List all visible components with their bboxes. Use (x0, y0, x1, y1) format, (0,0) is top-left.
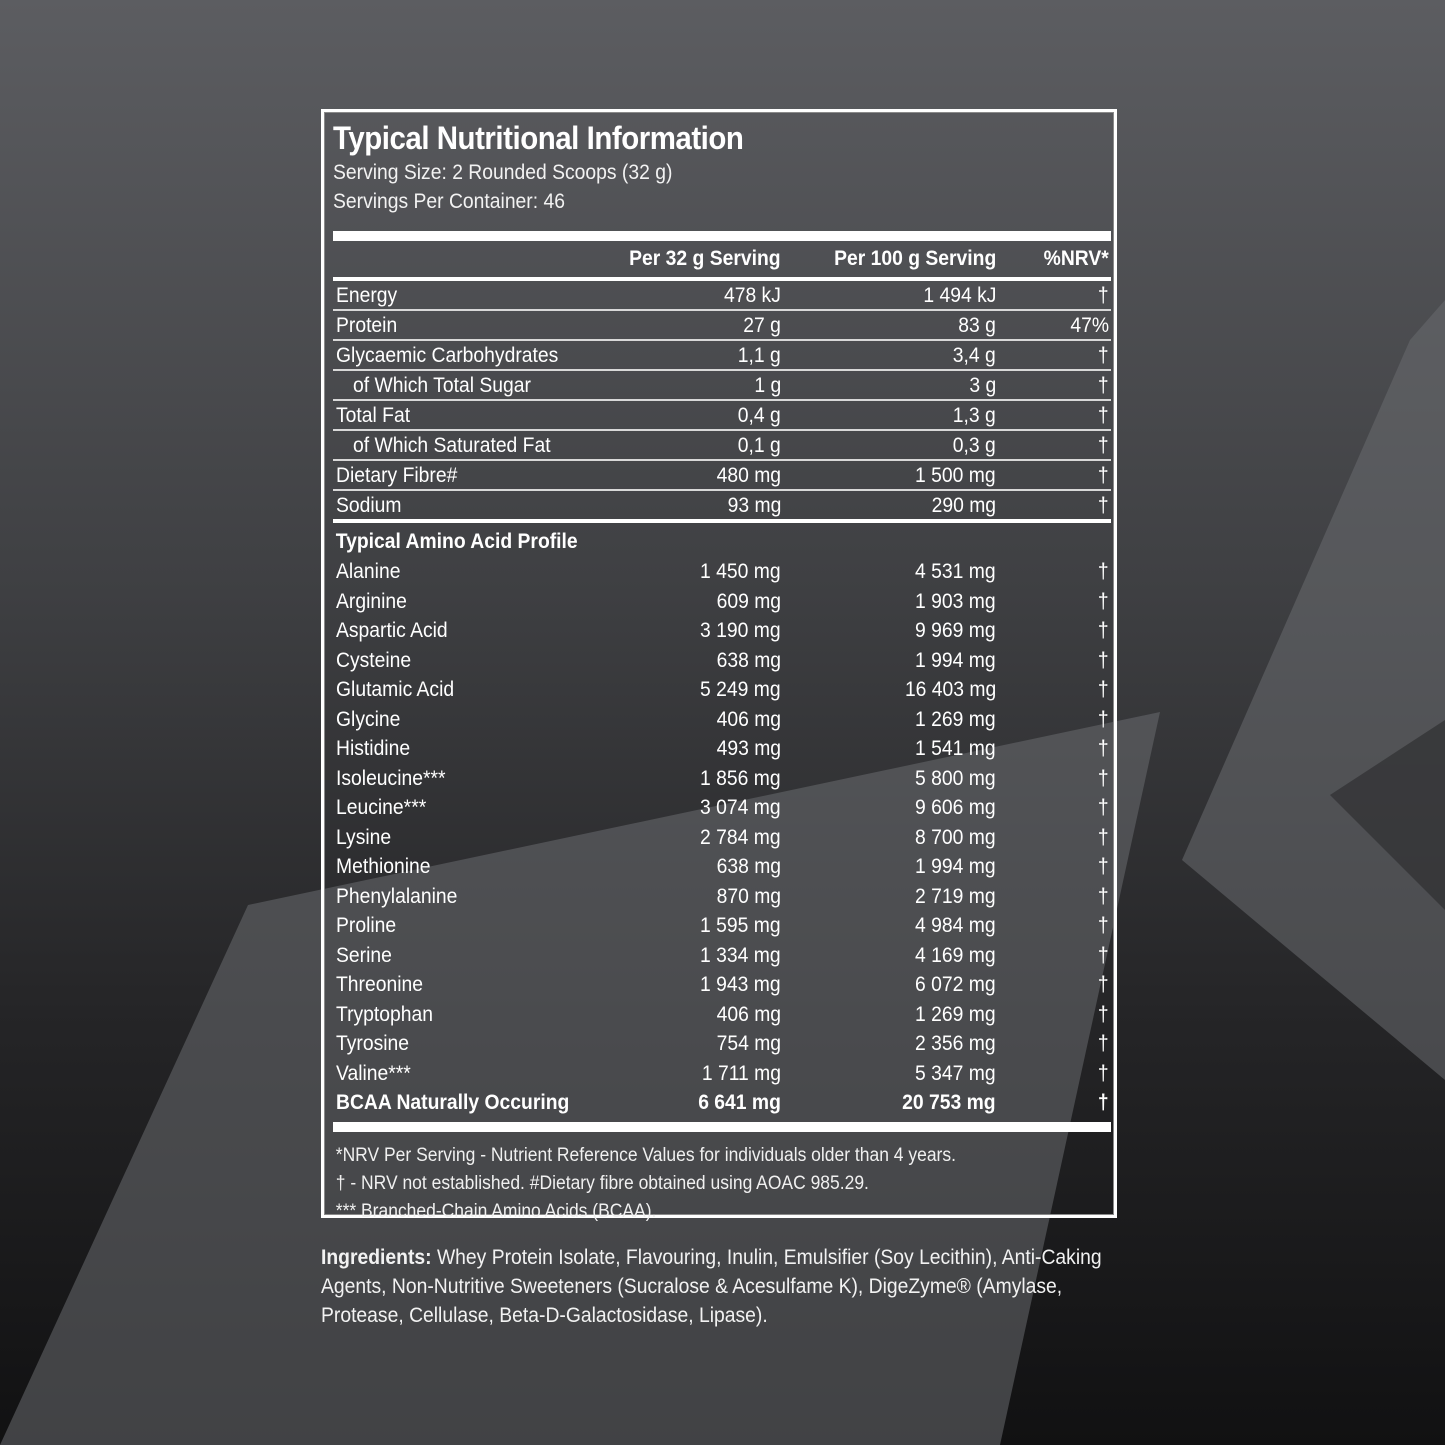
nutrient-name: Dietary Fibre# (336, 464, 458, 487)
table-row (333, 882, 1111, 912)
table-row (333, 431, 1111, 461)
table-row (333, 371, 1111, 401)
per-100g-value: 1 494 kJ (922, 284, 996, 307)
footnote-nrv: *NRV Per Serving - Nutrient Reference Values for individuals older than 4 years. (335, 1144, 956, 1166)
table-row (333, 764, 1111, 794)
nutrient-name: Lysine (336, 825, 392, 849)
table-row (333, 1059, 1111, 1089)
per-100g-value: 4 169 mg (915, 943, 996, 967)
table-row (333, 616, 1111, 646)
per-serving-value: 1 943 mg (700, 973, 781, 996)
nrv-value: † (1098, 464, 1109, 487)
col-nrv: %NRV* (1043, 247, 1109, 270)
nrv-value: † (1098, 796, 1109, 819)
per-100g-value: 8 700 mg (915, 825, 996, 849)
per-100g-value: 1 269 mg (915, 707, 996, 731)
per-100g-value: 1 269 mg (915, 1002, 996, 1026)
nutrient-name: Alanine (336, 560, 401, 583)
table-row (333, 675, 1111, 705)
per-100g-value: 0,3 g (953, 434, 996, 457)
nutrient-name: Methionine (336, 855, 431, 878)
nutrient-name: Protein (336, 314, 398, 337)
nutrient-name: Arginine (336, 589, 407, 613)
nrv-value: † (1098, 494, 1109, 517)
per-100g-value: 16 403 mg (904, 678, 996, 701)
table-row (333, 401, 1111, 431)
nrv-value: † (1098, 707, 1109, 731)
per-serving-value: 1,1 g (738, 344, 781, 367)
per-100g-value: 4 984 mg (915, 914, 996, 937)
per-100g-value: 290 mg (931, 494, 996, 517)
table-row (333, 1029, 1111, 1059)
column-header-row (333, 241, 1111, 277)
table-row (333, 557, 1111, 587)
per-serving-value: 27 g (743, 314, 781, 337)
per-serving-value: 0,4 g (738, 404, 781, 427)
per-serving-value: 638 mg (716, 648, 781, 672)
nrv-value: † (1098, 1061, 1109, 1085)
nutrient-name: Valine*** (336, 1061, 411, 1085)
per-100g-value: 1 541 mg (915, 737, 996, 760)
per-100g-value: 1,3 g (953, 404, 996, 427)
table-row (333, 646, 1111, 676)
col-per-100g: Per 100 g Serving (833, 247, 996, 270)
nrv-value: † (1098, 1032, 1109, 1055)
table-row (333, 793, 1111, 823)
nutrient-name: Sodium (336, 494, 402, 517)
per-serving-value: 1 334 mg (700, 943, 781, 967)
per-100g-value: 1 994 mg (915, 855, 996, 878)
nrv-value: † (1098, 855, 1109, 878)
per-100g-value: 2 719 mg (915, 884, 996, 908)
per-serving-value: 638 mg (716, 855, 781, 878)
nutrient-name: of Which Total Sugar (353, 374, 531, 397)
footnote-bcaa: *** Branched-Chain Amino Acids (BCAA). (335, 1200, 657, 1222)
per-100g-value: 20 753 mg (902, 1091, 996, 1114)
nrv-value: † (1098, 737, 1109, 760)
nrv-value: † (1098, 344, 1109, 367)
nutrient-name: of Which Saturated Fat (353, 434, 551, 457)
nutrient-name: Total Fat (336, 404, 411, 427)
per-100g-value: 2 356 mg (915, 1032, 996, 1055)
amino-table (333, 557, 1111, 1088)
nutrient-name: Cysteine (336, 648, 412, 672)
nutrient-name: Phenylalanine (336, 884, 458, 908)
nrv-value: † (1098, 943, 1109, 967)
nutrient-name: Energy (336, 284, 398, 307)
nrv-value: † (1098, 973, 1109, 996)
nutrient-name: BCAA Naturally Occuring (336, 1091, 570, 1114)
per-serving-value: 0,1 g (738, 434, 781, 457)
table-row (333, 705, 1111, 735)
table-row (333, 341, 1111, 371)
per-serving-value: 478 kJ (724, 284, 781, 307)
nrv-value: † (1098, 914, 1109, 937)
nutrient-name: Histidine (336, 737, 411, 760)
col-per-serving: Per 32 g Serving (629, 247, 781, 270)
nrv-value: † (1098, 284, 1109, 307)
per-serving-value: 1 595 mg (700, 914, 781, 937)
per-100g-value: 83 g (958, 314, 996, 337)
ingredients-list: Whey Protein Isolate, Flavouring, Inulin, Emulsifier (Soy Lecithin), Anti-Caking Agents, Non-Nutritive Sweeteners (Sucralose & Acesulfame K), DigeZyme® (Amylase, Protease, Cellulase, Beta-D-Galactosidase, Lipase). (321, 1246, 1102, 1327)
per-serving-value: 493 mg (716, 737, 781, 760)
per-serving-value: 406 mg (716, 1002, 781, 1026)
table-row (333, 734, 1111, 764)
per-100g-value: 1 903 mg (915, 589, 996, 613)
nrv-value: † (1098, 678, 1109, 701)
per-serving-value: 2 784 mg (700, 825, 781, 849)
nutrient-name: Aspartic Acid (336, 619, 448, 642)
table-row (333, 311, 1111, 341)
nrv-value: † (1098, 1091, 1109, 1114)
per-serving-value: 5 249 mg (700, 678, 781, 701)
bcaa-row (333, 1088, 1111, 1118)
nrv-value: 47% (1070, 314, 1109, 337)
nrv-value: † (1098, 1002, 1109, 1026)
nrv-value: † (1098, 589, 1109, 613)
nutrient-name: Tyrosine (336, 1032, 410, 1055)
table-row (333, 587, 1111, 617)
per-serving-value: 754 mg (716, 1032, 781, 1055)
nrv-value: † (1098, 766, 1109, 790)
nrv-value: † (1098, 404, 1109, 427)
nrv-value: † (1098, 434, 1109, 457)
nutrient-name: Leucine*** (336, 796, 427, 819)
ingredients-text (321, 1243, 1112, 1330)
table-row (333, 281, 1111, 311)
nutrient-name: Glycine (336, 707, 401, 731)
nutrient-name: Isoleucine*** (336, 766, 446, 790)
table-row (333, 491, 1111, 519)
table-row (333, 852, 1111, 882)
per-serving-value: 1 711 mg (701, 1061, 781, 1085)
nutrition-panel (321, 109, 1117, 1222)
background-chevron-right (1182, 300, 1445, 1080)
amino-section-title: Typical Amino Acid Profile (335, 530, 578, 553)
nrv-value: † (1098, 648, 1109, 672)
ingredients-label: Ingredients: (321, 1246, 432, 1269)
servings-per-container: Servings Per Container: 46 (333, 190, 565, 213)
per-serving-value: 3 074 mg (700, 796, 781, 819)
per-serving-value: 480 mg (716, 464, 781, 487)
nrv-value: † (1098, 825, 1109, 849)
table-row (333, 941, 1111, 971)
divider-thick (333, 231, 1111, 241)
per-100g-value: 9 969 mg (915, 619, 996, 642)
per-100g-value: 5 347 mg (915, 1061, 996, 1085)
panel-title: Typical Nutritional Information (333, 120, 744, 156)
nutrient-name: Proline (336, 914, 397, 937)
nutrient-name: Threonine (336, 973, 423, 996)
per-serving-value: 3 190 mg (700, 619, 781, 642)
nrv-value: † (1098, 374, 1109, 397)
nutrient-name: Tryptophan (336, 1002, 434, 1026)
per-100g-value: 6 072 mg (915, 973, 996, 996)
per-100g-value: 4 531 mg (915, 560, 996, 583)
table-row (333, 970, 1111, 1000)
nutrient-name: Glycaemic Carbohydrates (336, 344, 559, 367)
table-row (333, 823, 1111, 853)
footnote-dagger: † - NRV not established. #Dietary fibre obtained using AOAC 985.29. (335, 1172, 869, 1194)
table-row (333, 911, 1111, 941)
per-serving-value: 6 641 mg (698, 1091, 781, 1114)
per-serving-value: 870 mg (716, 884, 781, 908)
per-serving-value: 406 mg (716, 707, 781, 731)
per-100g-value: 1 994 mg (915, 648, 996, 672)
per-100g-value: 9 606 mg (915, 796, 996, 819)
table-row (333, 461, 1111, 491)
per-serving-value: 1 856 mg (700, 766, 781, 790)
per-serving-value: 1 450 mg (700, 560, 781, 583)
per-100g-value: 5 800 mg (915, 766, 996, 790)
serving-size: Serving Size: 2 Rounded Scoops (32 g) (333, 161, 673, 184)
table-row (333, 1000, 1111, 1030)
per-serving-value: 93 mg (727, 494, 781, 517)
per-serving-value: 1 g (754, 374, 781, 397)
nrv-value: † (1098, 884, 1109, 908)
nutrient-table (333, 281, 1111, 519)
per-100g-value: 3,4 g (953, 344, 996, 367)
nrv-value: † (1098, 619, 1109, 642)
per-serving-value: 609 mg (716, 589, 781, 613)
nutrient-name: Serine (336, 943, 392, 967)
divider-thick (333, 1122, 1111, 1132)
nrv-value: † (1098, 560, 1109, 583)
nutrient-name: Glutamic Acid (336, 678, 455, 701)
per-100g-value: 1 500 mg (915, 464, 996, 487)
per-100g-value: 3 g (969, 374, 996, 397)
